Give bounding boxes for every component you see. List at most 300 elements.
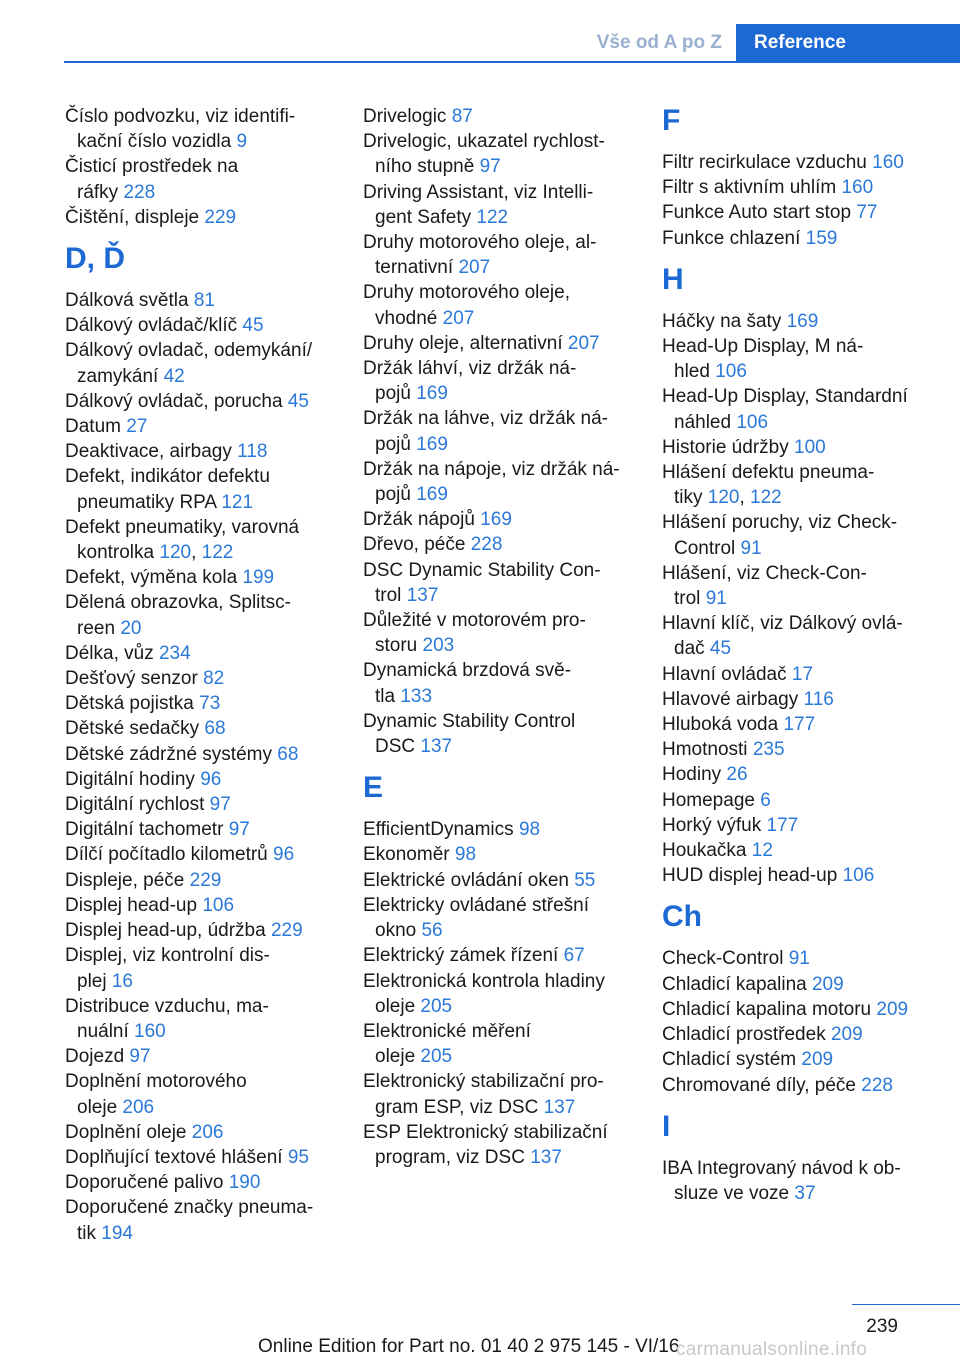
index-entry xyxy=(363,507,633,532)
entry-text: Háčky na šaty xyxy=(662,310,787,332)
page-reference-link[interactable]: 229 xyxy=(189,869,222,891)
entry-text: Číslo podvozku, viz identifi- xyxy=(65,106,296,127)
page-reference-link[interactable]: 209 xyxy=(801,1049,834,1071)
entry-text: Filtr s aktivním uhlím xyxy=(662,177,842,199)
index-entry xyxy=(662,226,932,251)
entry-text: Držák nápojů xyxy=(363,509,481,531)
page-reference-link[interactable]: 12 xyxy=(751,840,773,862)
entry-text: Displej head-up xyxy=(65,894,203,916)
reference-tab[interactable]: Reference xyxy=(736,24,960,62)
index-entry xyxy=(363,1069,633,1119)
index-entry xyxy=(662,838,932,863)
index-entry xyxy=(363,817,633,842)
entry-text: Dílčí počítadlo kilometrů xyxy=(65,844,274,866)
entry-text: ního stupně xyxy=(375,156,480,178)
page-reference-link[interactable]: 55 xyxy=(574,869,596,891)
index-entry xyxy=(65,1195,335,1245)
page-reference-link[interactable]: 169 xyxy=(416,383,448,405)
page-reference-link[interactable]: 133 xyxy=(400,685,433,707)
index-entry xyxy=(363,558,633,608)
entry-text: Dětské sedačky xyxy=(65,718,205,740)
index-column-1 xyxy=(65,104,335,1246)
index-entry xyxy=(662,762,932,787)
entry-text: Doplnění motorového xyxy=(65,1071,247,1093)
page-reference-link[interactable]: 228 xyxy=(470,534,503,556)
page-reference-link[interactable]: 228 xyxy=(861,1074,893,1096)
letter-heading: D, Ď xyxy=(65,242,125,276)
index-entry xyxy=(363,230,633,280)
page-reference-link[interactable]: 190 xyxy=(228,1172,261,1194)
entry-text: kontrolka xyxy=(77,542,160,564)
page-reference-link[interactable]: 122 xyxy=(476,206,509,228)
index-entry xyxy=(662,946,932,971)
index-entry xyxy=(65,792,335,817)
page-reference-link[interactable]: 205 xyxy=(420,995,453,1017)
page-reference-link[interactable]: 177 xyxy=(766,814,799,836)
entry-text: Elektronický stabilizační pro- xyxy=(363,1071,604,1093)
index-entry xyxy=(662,687,932,712)
index-entry xyxy=(65,104,335,154)
index-entry xyxy=(65,868,335,893)
page-reference-link[interactable]: 159 xyxy=(805,227,838,249)
page-reference-link[interactable]: 16 xyxy=(111,970,133,992)
entry-text: Dynamic Stability Control xyxy=(363,710,576,732)
page-reference-link[interactable]: 45 xyxy=(242,315,264,337)
entry-text: Control xyxy=(674,537,741,559)
index-entry xyxy=(65,641,335,666)
entry-text: Druhy motorového oleje, xyxy=(363,282,570,304)
page-reference-link[interactable]: 20 xyxy=(120,617,142,639)
page-reference-link[interactable]: 207 xyxy=(442,307,475,329)
index-entry xyxy=(662,334,932,384)
entry-text: tik xyxy=(77,1222,102,1244)
entry-text: Drivelogic xyxy=(363,106,452,127)
index-entry xyxy=(65,893,335,918)
index-entry xyxy=(65,389,335,414)
section-tab[interactable]: Vše od A po Z xyxy=(572,24,736,62)
page-reference-link[interactable]: 95 xyxy=(287,1146,309,1168)
page-reference-link[interactable]: 91 xyxy=(788,948,810,970)
page-reference-link[interactable]: 97 xyxy=(129,1046,151,1068)
page-reference-link[interactable]: 229 xyxy=(270,920,303,942)
index-entry xyxy=(662,510,932,560)
entry-text: Chladicí prostředek xyxy=(662,1024,831,1046)
page-reference-link[interactable]: 45 xyxy=(709,638,732,660)
index-entry xyxy=(662,997,932,1022)
index-entry xyxy=(65,1145,335,1170)
entry-text: Drivelogic, ukazatel rychlost- xyxy=(363,131,605,153)
entry-text: Check-Control xyxy=(662,948,789,970)
page-reference-link[interactable]: 206 xyxy=(122,1096,155,1118)
page-reference-link[interactable]: 6 xyxy=(760,789,771,811)
page-reference-link[interactable]: 207 xyxy=(567,332,600,354)
index-entry xyxy=(662,150,932,175)
entry-text: Historie údržby xyxy=(662,436,794,458)
index-entry xyxy=(662,1073,932,1098)
letter-heading: Ch xyxy=(662,900,702,934)
index-entry xyxy=(662,863,932,888)
page-reference-link[interactable]: 106 xyxy=(202,894,235,916)
page-reference-link[interactable]: 116 xyxy=(803,688,834,710)
entry-text: Hluboká voda xyxy=(662,714,784,736)
entry-text: Dětská pojistka xyxy=(65,693,200,715)
page-reference-link[interactable]: 68 xyxy=(277,743,299,765)
page-reference-link[interactable]: 67 xyxy=(563,945,585,967)
entry-text: gent Safety xyxy=(375,206,477,228)
entry-text: Distribuce vzduchu, ma- xyxy=(65,995,269,1017)
entry-text: Datum xyxy=(65,416,127,438)
entry-text: Elektrický zámek řízení xyxy=(363,945,564,967)
entry-text: Doplnění oleje xyxy=(65,1121,192,1143)
entry-text: pojů xyxy=(375,433,417,455)
index-entry xyxy=(65,1069,335,1119)
entry-text: Držák na nápoje, viz držák ná- xyxy=(363,458,620,480)
entry-text: Digitální tachometr xyxy=(65,819,229,841)
index-entry xyxy=(65,666,335,691)
page-reference-link[interactable]: 121 xyxy=(221,491,254,513)
entry-text: reen xyxy=(77,617,121,639)
page-reference-link[interactable]: 169 xyxy=(416,433,448,455)
page-reference-link[interactable]: 169 xyxy=(786,310,819,332)
entry-text: Hlášení, viz Check-Con- xyxy=(662,562,867,584)
page-reference-link[interactable]: 96 xyxy=(200,768,222,790)
page-reference-link[interactable]: 27 xyxy=(126,416,148,438)
page-reference-link[interactable]: 209 xyxy=(811,973,844,995)
watermark: carmanualsonline.info xyxy=(676,1339,868,1360)
page-reference-link[interactable]: 209 xyxy=(830,1024,863,1046)
entry-text: Hlavní ovládač xyxy=(662,663,792,685)
entry-text: Digitální hodiny xyxy=(65,768,201,790)
entry-text: Hlášení defektu pneuma- xyxy=(662,462,875,484)
index-entry xyxy=(65,1170,335,1195)
index-entry xyxy=(363,406,633,456)
entry-text: Hlášení poruchy, viz Check- xyxy=(662,512,898,534)
page-reference-link[interactable]: 98 xyxy=(454,844,477,866)
page-reference-link[interactable]: 91 xyxy=(705,588,727,610)
page-reference-link[interactable]: 45 xyxy=(287,390,309,412)
index-entry xyxy=(65,842,335,867)
entry-text: Dětské zádržné systémy xyxy=(65,743,278,765)
header-tabs xyxy=(572,24,960,62)
entry-text: Čisticí prostředek na xyxy=(65,156,239,178)
entry-text: vhodné xyxy=(375,307,443,329)
entry-text: Defekt pneumatiky, varovná xyxy=(65,516,300,538)
entry-text: Displej, viz kontrolní dis- xyxy=(65,945,270,967)
page-reference-link[interactable]: 120 xyxy=(707,487,740,509)
index-entry xyxy=(65,1044,335,1069)
index-entry xyxy=(363,868,633,893)
entry-text: Ekonoměr xyxy=(363,844,455,866)
entry-text: Hodiny xyxy=(662,764,727,786)
entry-text: Head-Up Display, M ná- xyxy=(662,336,864,358)
index-entry xyxy=(65,205,335,230)
entry-text: zamykání xyxy=(77,365,164,387)
entry-text: pojů xyxy=(375,383,417,405)
entry-text: Držák láhví, viz držák ná- xyxy=(363,358,577,380)
entry-text: Houkačka xyxy=(662,840,752,862)
entry-text: oleje xyxy=(77,1096,123,1118)
entry-text: Chladicí kapalina xyxy=(662,973,812,995)
page-reference-link[interactable]: 120 xyxy=(159,542,192,564)
page-reference-link[interactable]: 97 xyxy=(479,156,501,178)
entry-text: tiky xyxy=(674,487,708,509)
ref-separator: , xyxy=(191,542,202,564)
entry-text: Head-Up Display, Standardní xyxy=(662,386,908,408)
entry-text: Elektricky ovládané střešní xyxy=(363,894,589,916)
entry-text: tla xyxy=(375,685,401,707)
entry-text: Funkce chlazení xyxy=(662,227,806,249)
page-reference-link[interactable]: 122 xyxy=(201,542,234,564)
page-reference-link[interactable]: 194 xyxy=(101,1222,133,1244)
index-entry xyxy=(363,1019,633,1069)
page-number: 239 xyxy=(866,1316,898,1337)
index-entry xyxy=(662,435,932,460)
entry-text: Defekt, výměna kola xyxy=(65,567,243,589)
entry-text: Deaktivace, airbagy xyxy=(65,441,238,463)
index-entry xyxy=(662,309,932,334)
entry-text: pojů xyxy=(375,484,417,506)
page-reference-link[interactable]: 199 xyxy=(242,567,275,589)
entry-text: IBA Integrovaný návod k ob- xyxy=(662,1157,901,1179)
index-entry xyxy=(65,464,335,514)
entry-text: Druhy motorového oleje, al- xyxy=(363,232,597,254)
entry-text: Hlavní klíč, viz Dálkový ovlá- xyxy=(662,613,903,635)
index-entry xyxy=(662,175,932,200)
entry-text: Horký výfuk xyxy=(662,814,767,836)
page-reference-link[interactable]: 81 xyxy=(193,290,215,312)
index-entry xyxy=(662,737,932,762)
page-reference-link[interactable]: 169 xyxy=(416,484,448,506)
entry-text: Délka, vůz xyxy=(65,642,159,664)
entry-text: EfficientDynamics xyxy=(363,819,519,841)
entry-text: Dešťový senzor xyxy=(65,668,204,690)
letter-heading: I xyxy=(662,1109,671,1143)
entry-text: Druhy oleje, alternativní xyxy=(363,332,568,354)
page-reference-link[interactable]: 106 xyxy=(715,361,747,383)
index-entry xyxy=(65,154,335,204)
index-entry xyxy=(363,1120,633,1170)
index-entry xyxy=(65,1120,335,1145)
page-reference-link[interactable]: 234 xyxy=(158,642,191,664)
entry-text: Dálkový ovládač, porucha xyxy=(65,390,288,412)
entry-text: HUD displej head-up xyxy=(662,865,843,887)
index-entry xyxy=(363,842,633,867)
index-entry xyxy=(662,1047,932,1072)
index-entry xyxy=(65,691,335,716)
index-entry xyxy=(65,515,335,565)
entry-text: Chromované díly, péče xyxy=(662,1074,862,1096)
index-entry xyxy=(363,943,633,968)
entry-text: Filtr recirkulace vzduchu xyxy=(662,152,873,173)
index-entry xyxy=(65,288,335,313)
entry-text: Čištění, displeje xyxy=(65,206,205,228)
letter-heading: H xyxy=(662,262,684,296)
index-entry xyxy=(65,918,335,943)
entry-text: Chladicí kapalina motoru xyxy=(662,998,877,1020)
index-entry xyxy=(363,709,633,759)
entry-text: Dělená obrazovka, Splitsc- xyxy=(65,592,291,614)
index-entry xyxy=(65,767,335,792)
entry-text: trol xyxy=(375,584,407,606)
index-entry xyxy=(65,414,335,439)
index-entry xyxy=(662,561,932,611)
entry-text: trol xyxy=(674,588,706,610)
entry-text: Displej head-up, údržba xyxy=(65,920,271,942)
page-reference-link[interactable]: 26 xyxy=(726,764,748,786)
index-column-3 xyxy=(662,104,932,1206)
page-reference-link[interactable]: 96 xyxy=(273,844,295,866)
index-entry xyxy=(662,712,932,737)
index-entry xyxy=(65,742,335,767)
page-reference-link[interactable]: 87 xyxy=(451,106,473,127)
page-reference-link[interactable]: 160 xyxy=(872,152,904,173)
index-entry xyxy=(363,893,633,943)
entry-text: Dálková světla xyxy=(65,290,194,312)
page-reference-link[interactable]: 137 xyxy=(543,1096,576,1118)
letter-heading: F xyxy=(662,104,681,137)
index-entry xyxy=(662,813,932,838)
entry-text: Důležité v motorovém pro- xyxy=(363,610,586,632)
index-entry xyxy=(65,943,335,993)
entry-text: storu xyxy=(375,635,423,657)
page-reference-link[interactable]: 91 xyxy=(740,537,762,559)
page-reference-link[interactable]: 137 xyxy=(406,584,439,606)
page-reference-link[interactable]: 73 xyxy=(199,693,221,715)
page-reference-link[interactable]: 137 xyxy=(420,736,453,758)
index-entry xyxy=(363,104,633,129)
entry-text: oleje xyxy=(375,995,421,1017)
page-reference-link[interactable]: 228 xyxy=(123,181,156,203)
entry-text: Elektronická kontrola hladiny xyxy=(363,970,605,992)
entry-text: Dálkový ovládač/klíč xyxy=(65,315,243,337)
entry-text: Digitální rychlost xyxy=(65,794,210,816)
index-entry xyxy=(662,662,932,687)
page-reference-link[interactable]: 209 xyxy=(876,998,909,1020)
page-reference-link[interactable]: 137 xyxy=(530,1146,562,1168)
entry-text: Dojezd xyxy=(65,1046,130,1068)
entry-text: ráfky xyxy=(77,181,124,203)
index-entry xyxy=(65,338,335,388)
page-reference-link[interactable]: 203 xyxy=(422,635,455,657)
page-reference-link[interactable]: 177 xyxy=(783,714,816,736)
entry-text: Displeje, péče xyxy=(65,869,190,891)
entry-text: Doporučené palivo xyxy=(65,1172,229,1194)
entry-text: plej xyxy=(77,970,112,992)
entry-text: Držák na láhve, viz držák ná- xyxy=(363,408,608,430)
entry-text: Elektronické měření xyxy=(363,1020,531,1042)
page-reference-link[interactable]: 122 xyxy=(750,487,782,509)
entry-text: dač xyxy=(674,638,710,660)
entry-text: Doporučené značky pneuma- xyxy=(65,1197,314,1219)
page-reference-link[interactable]: 77 xyxy=(856,202,878,224)
entry-text: okno xyxy=(375,920,422,942)
index-entry xyxy=(662,1156,932,1206)
index-entry xyxy=(65,590,335,640)
entry-text: Hmotnosti xyxy=(662,739,753,761)
page-reference-link[interactable]: 37 xyxy=(794,1182,816,1204)
page-reference-link[interactable]: 118 xyxy=(237,441,268,463)
page-reference-link[interactable]: 98 xyxy=(518,819,541,841)
page-reference-link[interactable]: 42 xyxy=(163,365,185,387)
entry-text: Dálkový ovladač, odemykání/ xyxy=(65,340,313,362)
index-entry xyxy=(662,200,932,225)
entry-text: Driving Assistant, viz Intelli- xyxy=(363,181,594,203)
index-entry xyxy=(363,658,633,708)
page-reference-link[interactable]: 207 xyxy=(458,257,491,279)
index-entry xyxy=(363,969,633,1019)
footer-rule xyxy=(852,1304,960,1305)
index-entry xyxy=(363,532,633,557)
index-entry xyxy=(65,994,335,1044)
page-reference-link[interactable]: 206 xyxy=(191,1121,224,1143)
entry-text: Doplňující textové hlášení xyxy=(65,1146,288,1168)
entry-text: Hlavové airbagy xyxy=(662,688,804,710)
edition-note: Online Edition for Part no. 01 40 2 975 145 - VI/16 xyxy=(258,1336,680,1357)
index-entry xyxy=(363,608,633,658)
index-entry xyxy=(363,457,633,507)
entry-text: gram ESP, viz DSC xyxy=(375,1096,544,1118)
index-entry xyxy=(65,716,335,741)
entry-text: ternativní xyxy=(375,257,459,279)
entry-text: Dřevo, péče xyxy=(363,534,471,556)
page-reference-link[interactable]: 229 xyxy=(204,206,237,228)
page-reference-link[interactable]: 56 xyxy=(421,920,443,942)
index-entry xyxy=(363,356,633,406)
ref-separator: , xyxy=(739,487,751,509)
page-reference-link[interactable]: 68 xyxy=(204,718,226,740)
entry-text: Elektrické ovládání oken xyxy=(363,869,575,891)
entry-text: Chladicí systém xyxy=(662,1049,802,1071)
entry-text: Homepage xyxy=(662,789,761,811)
index-entry xyxy=(363,129,633,179)
index-entry xyxy=(662,788,932,813)
index-entry xyxy=(662,611,932,661)
index-entry xyxy=(662,1022,932,1047)
index-entry xyxy=(363,180,633,230)
page-reference-link[interactable]: 106 xyxy=(736,411,769,433)
entry-text: program, viz DSC xyxy=(375,1146,531,1168)
entry-text: Dynamická brzdová svě- xyxy=(363,660,572,682)
entry-text: oleje xyxy=(375,1046,421,1068)
index-entry xyxy=(65,439,335,464)
entry-text: hled xyxy=(674,361,716,383)
page-reference-link[interactable]: 169 xyxy=(480,509,512,531)
index-entry xyxy=(363,280,633,330)
page-reference-link[interactable]: 100 xyxy=(794,436,826,458)
page-reference-link[interactable]: 106 xyxy=(842,865,875,887)
entry-text: náhled xyxy=(674,411,737,433)
page-reference-link[interactable]: 160 xyxy=(134,1020,166,1042)
index-entry xyxy=(65,313,335,338)
page-reference-link[interactable]: 9 xyxy=(236,131,248,153)
page-reference-link[interactable]: 97 xyxy=(228,819,250,841)
page-reference-link[interactable]: 17 xyxy=(791,663,814,685)
page-reference-link[interactable]: 82 xyxy=(203,668,225,690)
index-column-2 xyxy=(363,104,633,1170)
entry-text: kační číslo vozidla xyxy=(77,131,237,153)
entry-text: pneumatiky RPA xyxy=(77,491,222,513)
entry-text: nuální xyxy=(77,1020,135,1042)
entry-text: sluze ve voze xyxy=(674,1182,795,1204)
page-reference-link[interactable]: 97 xyxy=(209,794,231,816)
page-reference-link[interactable]: 160 xyxy=(841,177,874,199)
entry-text: Funkce Auto start stop xyxy=(662,202,857,224)
page-reference-link[interactable]: 205 xyxy=(420,1046,453,1068)
entry-text: DSC xyxy=(375,736,421,758)
index-entry xyxy=(662,384,932,434)
index-entry xyxy=(363,331,633,356)
page-reference-link[interactable]: 235 xyxy=(752,739,785,761)
